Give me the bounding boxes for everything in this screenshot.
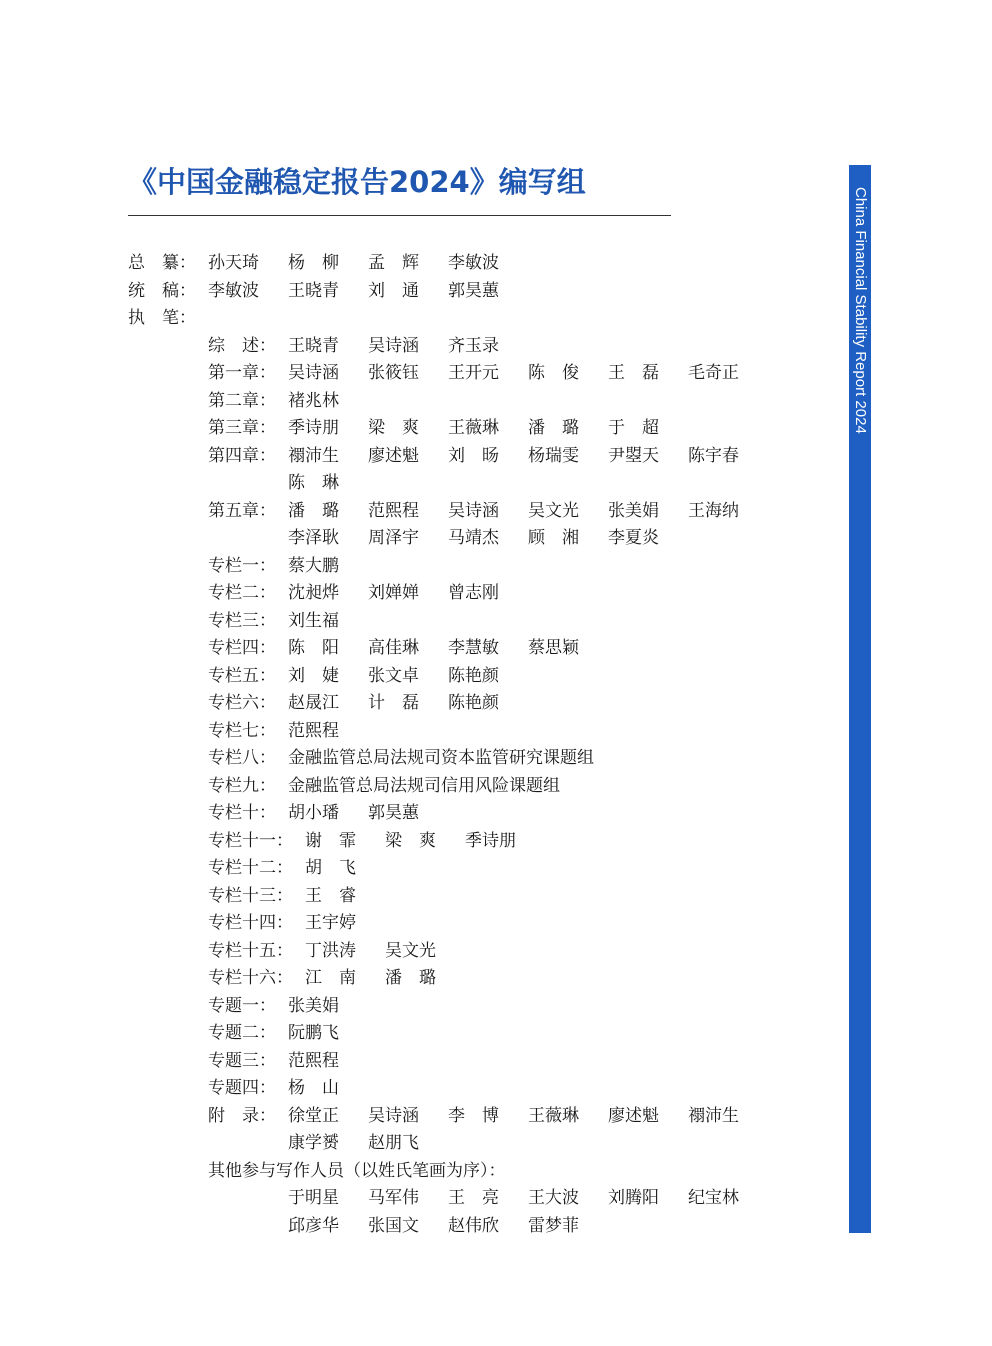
author-name: 王大波: [528, 1188, 579, 1208]
credits-list: [128, 250, 808, 1240]
section-row: [128, 608, 808, 636]
section-label: 专栏八：: [208, 748, 276, 768]
author-name: 江 南: [305, 968, 356, 988]
author-name: 刘 旸: [448, 445, 499, 466]
section-label: 专栏十二：: [208, 858, 293, 878]
writers-label: 执 笔：: [128, 308, 196, 328]
author-name: 王宇婷: [305, 913, 356, 933]
section-row: [128, 1020, 808, 1048]
author-name: 计 磊: [368, 693, 419, 713]
section-row: [128, 443, 808, 471]
author-name: 李 博: [448, 1105, 499, 1126]
section-row: [128, 828, 808, 856]
author-name: 徐堂正: [288, 1105, 339, 1126]
section-row-continued: [128, 1130, 808, 1158]
others-row: [128, 1213, 808, 1241]
section-label: 专栏十一：: [208, 830, 293, 851]
side-banner-text: China Financial Stability Report 2024: [852, 187, 869, 434]
author-name: 胡小璠: [288, 803, 339, 823]
others-label: 其他参与写作人员（以姓氏笔画为序）：: [208, 1160, 506, 1181]
author-name: 蔡大鹏: [288, 555, 339, 576]
chief-editor-name: 杨 柳: [288, 253, 339, 273]
author-name: 李夏炎: [608, 528, 659, 548]
author-name: 梁 爽: [368, 418, 419, 438]
author-name: 雷梦菲: [528, 1215, 579, 1236]
author-name: 陈 俊: [528, 363, 579, 383]
author-name: 陈 阳: [288, 638, 339, 658]
author-name: 李慧敏: [448, 638, 499, 658]
author-name: 潘 璐: [288, 500, 339, 521]
author-name: 于 超: [608, 418, 659, 438]
section-label: 专题四：: [208, 1078, 276, 1098]
coordinators-label: 统 稿：: [128, 280, 196, 301]
author-name: 刘 婕: [288, 665, 339, 686]
others-row: [128, 1185, 808, 1213]
author-name: 周泽宇: [368, 528, 419, 548]
others-label-row: [128, 1158, 808, 1186]
author-name: 沈昶烨: [288, 583, 339, 603]
section-row: [128, 910, 808, 938]
author-name: 季诗朋: [465, 830, 516, 851]
section-label: 专栏十：: [208, 803, 276, 823]
author-name: 廖述魁: [368, 445, 419, 466]
author-name: 吴文光: [528, 500, 579, 521]
author-name: 褚兆林: [288, 390, 339, 411]
section-label: 专栏六：: [208, 693, 276, 713]
section-row: [128, 718, 808, 746]
chief-editor-name: 李敏波: [448, 253, 499, 273]
section-row: [128, 635, 808, 663]
author-name: 阮鹏飞: [288, 1023, 339, 1043]
author-name: 张国文: [368, 1215, 419, 1236]
author-name: 曾志刚: [448, 583, 499, 603]
title-rule: [128, 215, 671, 216]
author-name: 尹曌天: [608, 445, 659, 466]
section-row: [128, 580, 808, 608]
author-name: 张文卓: [368, 665, 419, 686]
section-row: [128, 855, 808, 883]
section-row: [128, 333, 808, 361]
section-label: 专题三：: [208, 1050, 276, 1071]
author-name: 吴诗涵: [448, 500, 499, 521]
section-row: [128, 498, 808, 526]
section-label: 第五章：: [208, 500, 276, 521]
author-name: 刘婵婵: [368, 583, 419, 603]
others-names: [128, 1185, 808, 1240]
author-name: 丁洪涛: [305, 940, 356, 961]
sections: [128, 333, 808, 1158]
section-row-continued: [128, 470, 808, 498]
author-name: 蔡思颖: [528, 638, 579, 658]
author-name: 于明星: [288, 1188, 339, 1208]
section-row: [128, 415, 808, 443]
section-row: [128, 1103, 808, 1131]
section-label: 第二章：: [208, 390, 276, 411]
author-name: 陈宇春: [688, 445, 739, 466]
author-name: 赵朋飞: [368, 1133, 419, 1153]
section-label: 第一章：: [208, 363, 276, 383]
chief-editors-label: 总 纂：: [128, 253, 196, 273]
author-name: 张美娟: [608, 500, 659, 521]
section-label: 专栏十三：: [208, 885, 293, 906]
author-name: 高佳琳: [368, 638, 419, 658]
section-label: 专栏五：: [208, 665, 276, 686]
author-name: 胡 飞: [305, 858, 356, 878]
coordinator-name: 刘 通: [368, 280, 419, 301]
author-name: 范熙程: [288, 1050, 339, 1071]
author-name: 禤沛生: [288, 445, 339, 466]
author-name: 赵伟欣: [448, 1215, 499, 1236]
section-label: 综 述：: [208, 335, 276, 356]
author-name: 刘腾阳: [608, 1188, 659, 1208]
section-row: [128, 553, 808, 581]
section-row: [128, 745, 808, 773]
chief-editors-row: [128, 250, 808, 278]
author-name: 王薇琳: [448, 418, 499, 438]
section-row: [128, 690, 808, 718]
author-name: 吴诗涵: [368, 1105, 419, 1126]
section-label: 专栏三：: [208, 610, 276, 631]
section-row-continued: [128, 525, 808, 553]
section-label: 第四章：: [208, 445, 276, 466]
section-row: [128, 883, 808, 911]
author-name: 王 亮: [448, 1188, 499, 1208]
author-name: 陈艳颜: [448, 665, 499, 686]
author-name: 毛奇正: [688, 363, 739, 383]
author-name: 潘 璐: [385, 968, 436, 988]
section-row: [128, 663, 808, 691]
section-label: 专栏十六：: [208, 968, 293, 988]
author-name: 王开元: [448, 363, 499, 383]
author-name: 郭昊蕙: [368, 803, 419, 823]
section-label: 专题二：: [208, 1023, 276, 1043]
author-name: 梁 爽: [385, 830, 436, 851]
section-label: 专栏十五：: [208, 940, 293, 961]
author-name: 范熙程: [288, 720, 339, 741]
section-row: [128, 773, 808, 801]
author-name: 季诗朋: [288, 418, 339, 438]
author-name: 齐玉录: [448, 335, 499, 356]
section-row: [128, 388, 808, 416]
author-name: 潘 璐: [528, 418, 579, 438]
section-label: 专题一：: [208, 995, 276, 1016]
author-name: 范熙程: [368, 500, 419, 521]
author-name: 马军伟: [368, 1188, 419, 1208]
author-name: 杨瑞雯: [528, 445, 579, 466]
author-name: 王 睿: [305, 885, 356, 906]
author-name: 禤沛生: [688, 1105, 739, 1126]
page-title: 《中国金融稳定报告2024》编写组: [128, 165, 586, 199]
section-author-group: 金融监管总局法规司信用风险课题组: [288, 775, 560, 796]
section-author-group: 金融监管总局法规司资本监管研究课题组: [288, 748, 594, 768]
coordinators-row: [128, 278, 808, 306]
side-banner: [849, 165, 871, 1233]
section-label: 专栏七：: [208, 720, 276, 741]
section-row: [128, 938, 808, 966]
section-label: 专栏四：: [208, 638, 276, 658]
chief-editor-name: 孟 辉: [368, 253, 419, 273]
author-name: 纪宝林: [688, 1188, 739, 1208]
section-label: 附 录：: [208, 1105, 276, 1126]
author-name: 李泽耿: [288, 528, 339, 548]
author-name: 杨 山: [288, 1078, 339, 1098]
author-name: 康学赟: [288, 1133, 339, 1153]
section-row: [128, 1075, 808, 1103]
section-row: [128, 360, 808, 388]
author-name: 廖述魁: [608, 1105, 659, 1126]
author-name: 王晓青: [288, 335, 339, 356]
author-name: 吴诗涵: [368, 335, 419, 356]
section-label: 专栏二：: [208, 583, 276, 603]
author-name: 刘生福: [288, 610, 339, 631]
author-name: 陈 琳: [288, 473, 339, 493]
author-name: 吴文光: [385, 940, 436, 961]
author-name: 王薇琳: [528, 1105, 579, 1126]
chief-editor-name: 孙天琦: [208, 253, 259, 273]
section-row: [128, 1048, 808, 1076]
section-label: 第三章：: [208, 418, 276, 438]
coordinator-name: 王晓青: [288, 280, 339, 301]
author-name: 赵晟江: [288, 693, 339, 713]
author-name: 张美娟: [288, 995, 339, 1016]
coordinator-name: 郭昊蕙: [448, 280, 499, 301]
author-name: 邱彦华: [288, 1215, 339, 1236]
section-label: 专栏十四：: [208, 913, 293, 933]
section-row: [128, 993, 808, 1021]
section-label: 专栏九：: [208, 775, 276, 796]
author-name: 王 磊: [608, 363, 659, 383]
writers-row: [128, 305, 808, 333]
author-name: 王海纳: [688, 500, 739, 521]
author-name: 马靖杰: [448, 528, 499, 548]
coordinator-name: 李敏波: [208, 280, 259, 301]
author-name: 陈艳颜: [448, 693, 499, 713]
section-row: [128, 800, 808, 828]
author-name: 顾 湘: [528, 528, 579, 548]
author-name: 吴诗涵: [288, 363, 339, 383]
section-row: [128, 965, 808, 993]
author-name: 张筱钰: [368, 363, 419, 383]
author-name: 谢 霏: [305, 830, 356, 851]
section-label: 专栏一：: [208, 555, 276, 576]
